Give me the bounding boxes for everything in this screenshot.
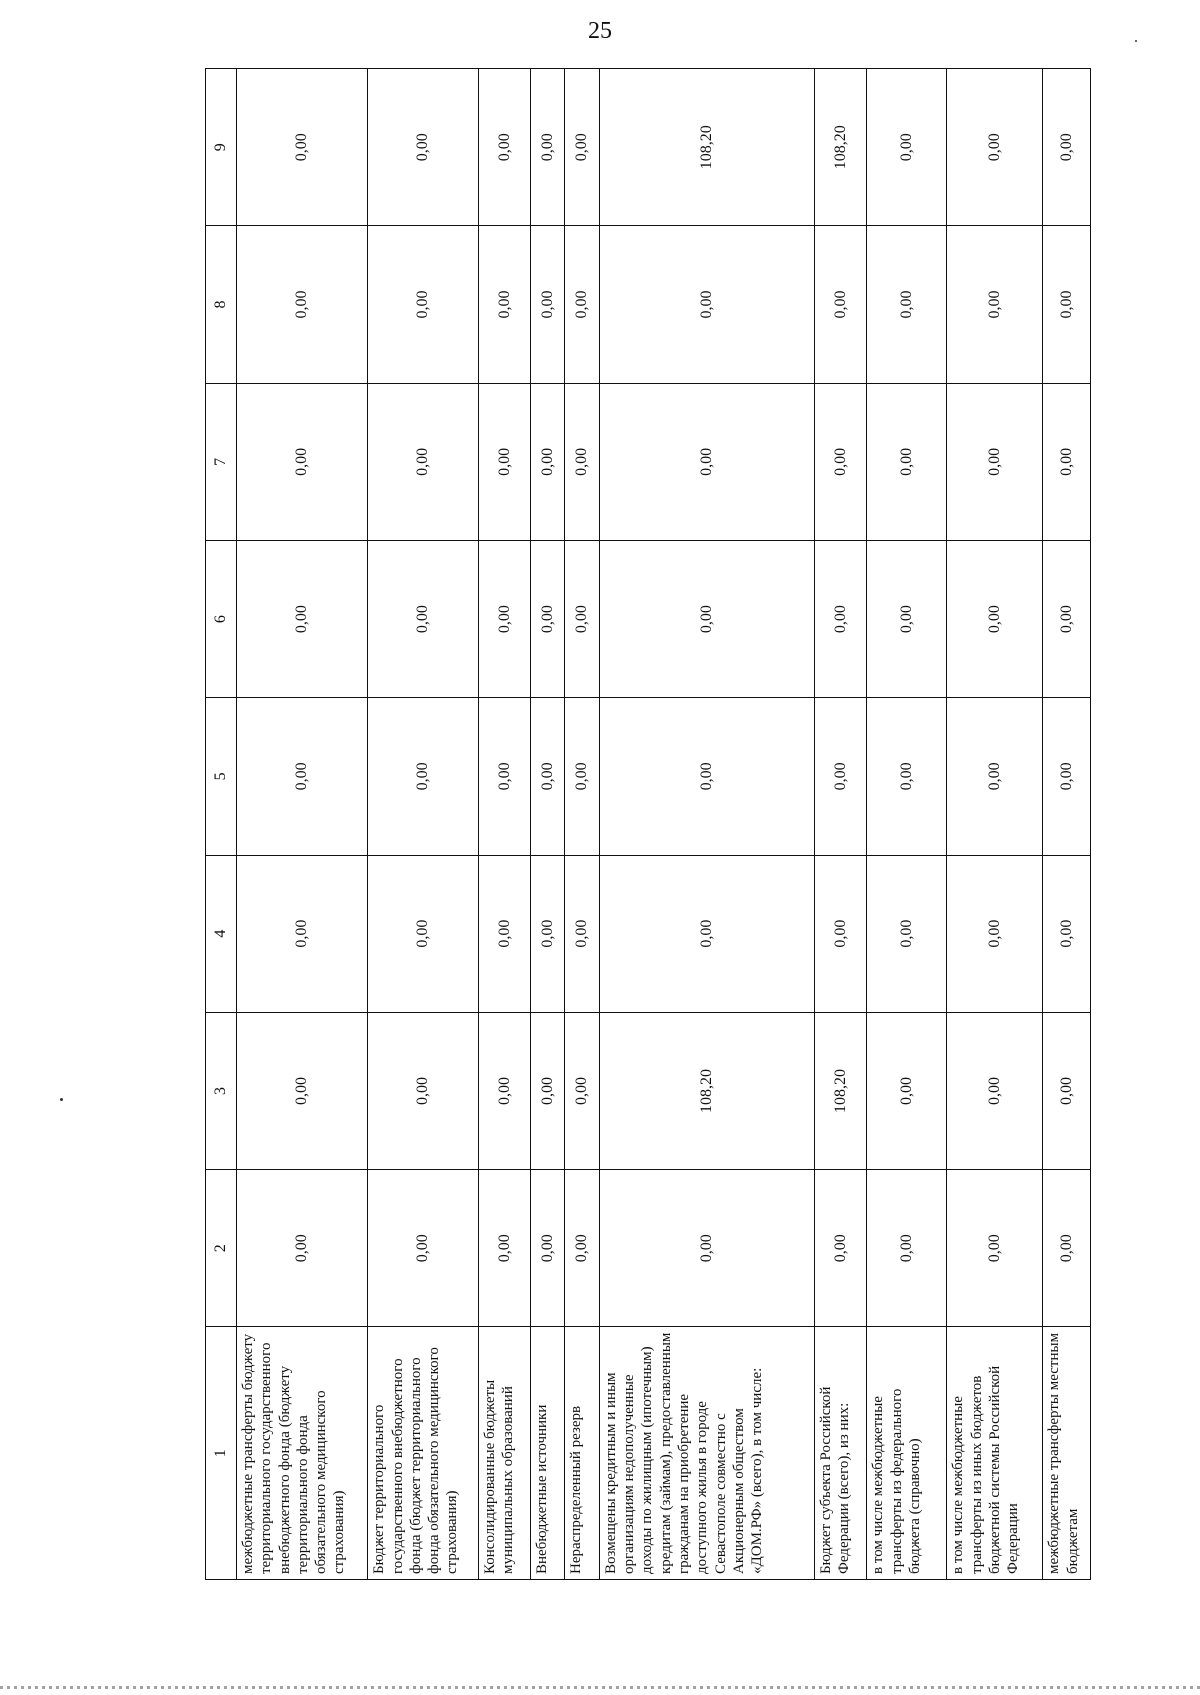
column-header: 9 (206, 69, 237, 226)
budget-table (205, 68, 1091, 1580)
table-cell: 0,00 (867, 226, 947, 383)
table-cell: 0,00 (565, 226, 599, 383)
row-label: Бюджет субъекта Российской Федерации (всего), из них: (814, 1327, 867, 1580)
table-cell: 0,00 (565, 855, 599, 1012)
table-cell: 0,00 (947, 540, 1043, 697)
table-cell: 0,00 (867, 1012, 947, 1169)
table-cell: 0,00 (1043, 1170, 1091, 1327)
table-cell: 0,00 (237, 1012, 368, 1169)
table-cell: 108,20 (814, 1012, 867, 1169)
table-cell: 0,00 (531, 383, 565, 540)
table-cell: 108,20 (814, 69, 867, 226)
table-cell: 0,00 (947, 383, 1043, 540)
table-cell: 0,00 (237, 698, 368, 855)
table-cell: 108,20 (599, 69, 814, 226)
table-cell: 0,00 (599, 226, 814, 383)
table-cell: 0,00 (368, 855, 478, 1012)
rotated-table-container (205, 68, 1091, 1580)
scan-speck (1135, 40, 1137, 42)
table-cell: 0,00 (368, 69, 478, 226)
table-cell: 0,00 (565, 698, 599, 855)
table-cell: 0,00 (947, 855, 1043, 1012)
table-cell: 0,00 (814, 1170, 867, 1327)
table-cell: 0,00 (599, 855, 814, 1012)
table-cell: 0,00 (1043, 855, 1091, 1012)
table-cell: 0,00 (531, 540, 565, 697)
table-row (867, 69, 947, 1580)
table-cell: 0,00 (867, 698, 947, 855)
table-cell: 0,00 (531, 69, 565, 226)
row-label: Консолидированные бюджеты муниципальных образований (478, 1327, 531, 1580)
table-row (478, 69, 531, 1580)
column-header: 6 (206, 540, 237, 697)
table-row (599, 69, 814, 1580)
table-cell: 0,00 (1043, 540, 1091, 697)
column-header: 5 (206, 698, 237, 855)
table-cell: 0,00 (867, 69, 947, 226)
row-label: в том числе межбюджетные трансферты из федерального бюджета (справочно) (867, 1327, 947, 1580)
row-label: межбюджетные трансферты бюджету территориального государственного внебюджетного фонда (бюджету территориального фонда обязательного медицинского страхования) (237, 1327, 368, 1580)
table-cell: 0,00 (368, 1170, 478, 1327)
row-label: Возмещены кредитным и иным организациям недополученные доходы по жилищным (ипотечным) кредитам (займам), предоставленным гражданам на приобретение доступного жилья в городе Севастополе совместно с Акционерным обществом «ДОМ.РФ» (всего), в том числе: (599, 1327, 814, 1580)
table-header-row (206, 69, 237, 1580)
table-cell: 0,00 (531, 698, 565, 855)
scan-speck (60, 1098, 63, 1101)
table-body (237, 69, 1091, 1580)
table-cell: 0,00 (599, 540, 814, 697)
table-cell: 0,00 (478, 1170, 531, 1327)
table-cell: 0,00 (867, 1170, 947, 1327)
table-cell: 0,00 (1043, 69, 1091, 226)
table-row (947, 69, 1043, 1580)
column-header: 7 (206, 383, 237, 540)
column-header: 2 (206, 1170, 237, 1327)
page-number: 25 (588, 18, 612, 44)
row-label: Внебюджетные источники (531, 1327, 565, 1580)
table-cell: 0,00 (531, 855, 565, 1012)
row-label: Нераспределенный резерв (565, 1327, 599, 1580)
table-cell: 0,00 (237, 226, 368, 383)
row-label: Бюджет территориального государственного внебюджетного фонда (бюджет территориального фонда обязательного медицинского страхования) (368, 1327, 478, 1580)
table-row (1043, 69, 1091, 1580)
table-cell: 0,00 (565, 69, 599, 226)
table-cell: 0,00 (599, 383, 814, 540)
table-cell: 0,00 (814, 383, 867, 540)
column-header: 4 (206, 855, 237, 1012)
table-cell: 0,00 (814, 226, 867, 383)
table-row (531, 69, 565, 1580)
table-cell: 0,00 (237, 540, 368, 697)
table-cell: 0,00 (565, 383, 599, 540)
table-cell: 0,00 (867, 540, 947, 697)
table-row (237, 69, 368, 1580)
table-cell: 0,00 (237, 383, 368, 540)
table-cell: 0,00 (237, 855, 368, 1012)
table-cell: 0,00 (478, 855, 531, 1012)
column-header: 8 (206, 226, 237, 383)
row-label: в том числе межбюджетные трансферты из иных бюджетов бюджетной системы Российской Федерации (947, 1327, 1043, 1580)
table-cell: 0,00 (565, 540, 599, 697)
table-cell: 0,00 (947, 69, 1043, 226)
table-cell: 0,00 (531, 1012, 565, 1169)
table-row (368, 69, 478, 1580)
table-cell: 0,00 (478, 383, 531, 540)
table-cell: 108,20 (599, 1012, 814, 1169)
table-cell: 0,00 (478, 226, 531, 383)
table-cell: 0,00 (565, 1012, 599, 1169)
table-cell: 0,00 (368, 698, 478, 855)
table-row (814, 69, 867, 1580)
table-cell: 0,00 (947, 698, 1043, 855)
scan-edge-noise (0, 1686, 1200, 1689)
table-cell: 0,00 (814, 698, 867, 855)
table-cell: 0,00 (237, 1170, 368, 1327)
table-cell: 0,00 (531, 1170, 565, 1327)
table-cell: 0,00 (1043, 698, 1091, 855)
table-cell: 0,00 (867, 383, 947, 540)
table-cell: 0,00 (478, 1012, 531, 1169)
table-cell: 0,00 (947, 226, 1043, 383)
table-cell: 0,00 (368, 226, 478, 383)
column-header: 1 (206, 1327, 237, 1580)
table-cell: 0,00 (1043, 1012, 1091, 1169)
table-cell: 0,00 (368, 1012, 478, 1169)
table-cell: 0,00 (478, 540, 531, 697)
row-label: межбюджетные трансферты местным бюджетам (1043, 1327, 1091, 1580)
table-cell: 0,00 (531, 226, 565, 383)
table-cell: 0,00 (478, 69, 531, 226)
table-cell: 0,00 (947, 1012, 1043, 1169)
table-cell: 0,00 (814, 855, 867, 1012)
table-cell: 0,00 (1043, 383, 1091, 540)
table-cell: 0,00 (1043, 226, 1091, 383)
table-row (565, 69, 599, 1580)
table-cell: 0,00 (565, 1170, 599, 1327)
table-cell: 0,00 (867, 855, 947, 1012)
column-header: 3 (206, 1012, 237, 1169)
table-cell: 0,00 (947, 1170, 1043, 1327)
table-cell: 0,00 (237, 69, 368, 226)
table-cell: 0,00 (599, 1170, 814, 1327)
table-cell: 0,00 (814, 540, 867, 697)
table-cell: 0,00 (368, 540, 478, 697)
table-cell: 0,00 (368, 383, 478, 540)
table-cell: 0,00 (478, 698, 531, 855)
table-cell: 0,00 (599, 698, 814, 855)
